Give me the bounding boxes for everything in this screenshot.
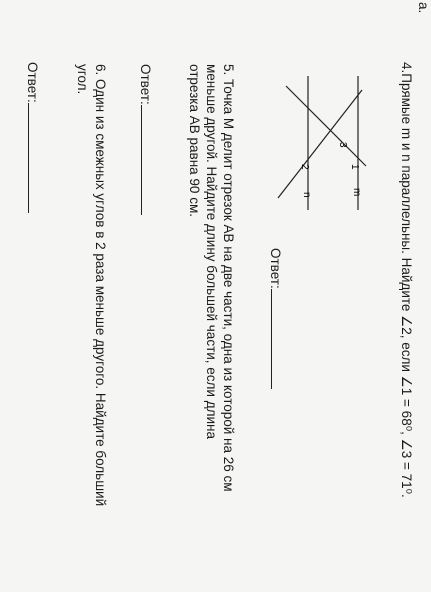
task-4-answer — [267, 248, 283, 389]
task-4-text-content: 4.Прямые m и n параллельны. Найдите ∠2, если ∠1 = 68⁰, ∠3 = 71⁰. — [399, 62, 414, 498]
task-5-answer — [137, 64, 153, 215]
angle-2-label: 2 — [299, 164, 310, 170]
answer-label-5: Ответ: — [138, 64, 153, 105]
transversal-2 — [286, 86, 366, 166]
task-6-line-2 — [74, 64, 90, 94]
angle-1-label: 1 — [349, 164, 360, 170]
clipped-letter: а. — [416, 2, 431, 14]
task-6-line-1 — [92, 64, 108, 506]
answer-line-5 — [141, 105, 143, 215]
angle-3-label: 3 — [337, 142, 348, 148]
task-6-line-2-text: угол. — [75, 64, 90, 95]
task-4-text — [398, 62, 414, 498]
label-m: m — [351, 188, 362, 197]
answer-label-4: Ответ: — [268, 248, 283, 289]
task-5-line-2 — [203, 64, 219, 439]
task-5-line-3 — [186, 64, 202, 217]
task-5-line-1-text: 5. Точка M делит отрезок AB на две части, одна из которой на 26 см — [221, 64, 236, 492]
task-5-line-3-text: отрезка AB равна 90 см. — [187, 64, 202, 217]
answer-label-6: Ответ: — [25, 62, 40, 103]
answer-line-6 — [28, 103, 30, 213]
answer-line-4 — [271, 289, 273, 389]
task-5-line-2-text: меньше другой. Найдите длину большей части, если длина — [204, 64, 219, 439]
task-6-line-1-text: 6. Один из смежных углов в 2 раза меньше другого. Найдите больший — [93, 64, 108, 507]
parallel-lines-figure — [258, 70, 368, 220]
task-5-line-1 — [220, 64, 236, 492]
transversal-1 — [278, 90, 362, 198]
task-6-answer — [24, 62, 40, 213]
label-n: n — [301, 192, 312, 198]
